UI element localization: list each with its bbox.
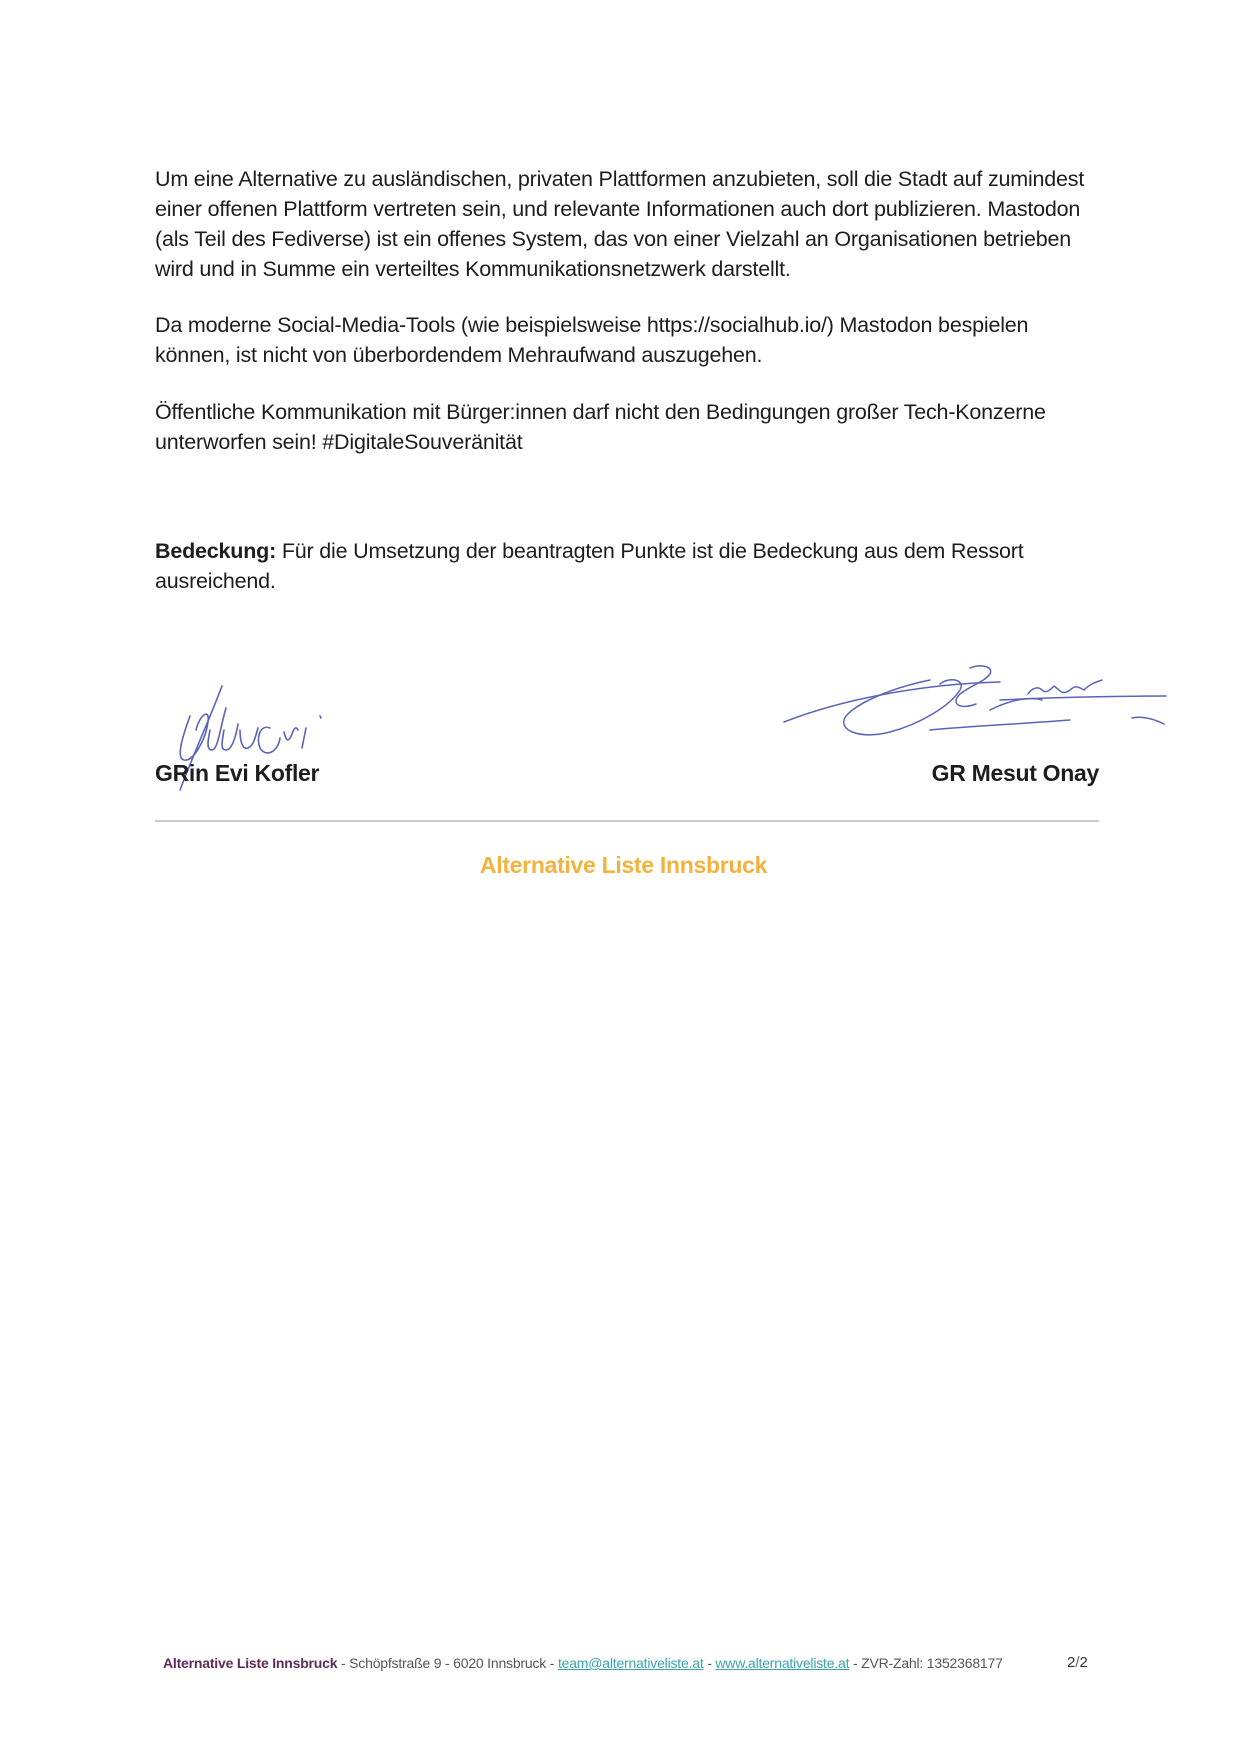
footer-email-link[interactable]: team@alternativeliste.at <box>557 1655 704 1671</box>
coverage-label: Bedeckung: <box>155 539 277 563</box>
body-paragraph-2: Da moderne Social-Media-Tools (wie beispielsweise https://socialhub.io/) Mastodon bespielen können, ist nicht von überbordendem Mehraufwand auszugehen. <box>155 313 1029 367</box>
signature-left <box>160 678 360 808</box>
coverage-paragraph <box>155 536 1105 596</box>
page-total: 2 <box>1079 1654 1088 1671</box>
page-footer <box>163 1655 1003 1671</box>
page-current: 2 <box>1067 1654 1076 1671</box>
page-number <box>1067 1654 1088 1671</box>
page-separator: / <box>1075 1654 1080 1671</box>
signature-right <box>780 660 1170 760</box>
coverage-text: Für die Umsetzung der beantragten Punkte ist die Bedeckung aus dem Ressort ausreichend. <box>155 539 1024 593</box>
footer-address: Schöpfstraße 9 - 6020 Innsbruck <box>349 1655 547 1671</box>
footer-separator: - <box>546 1655 558 1671</box>
body-paragraph-1: Um eine Alternative zu ausländischen, privaten Plattformen anzubieten, soll die Stadt auf zumindest einer offenen Plattform vertreten sein, und relevante Informationen auch dort publizieren. Mastodon (als Teil des Fediverse) ist ein offenes System, das von einer Vielzahl an Organisationen betrieben wird und in Summe ein verteiltes Kommunikationsnetzwerk darstellt. <box>155 167 1085 281</box>
signer-name-left: GRin Evi Kofler <box>155 760 320 786</box>
footer-separator: - <box>337 1655 350 1671</box>
organization-name: Alternative Liste Innsbruck <box>479 852 768 878</box>
footer-separator: - <box>849 1655 862 1671</box>
footer-zvr: ZVR-Zahl: 1352368177 <box>861 1655 1003 1671</box>
footer-org: Alternative Liste Innsbruck <box>163 1655 338 1671</box>
body-paragraph-3: Öffentliche Kommunikation mit Bürger:innen darf nicht den Bedingungen großer Tech-Konzerne unterworfen sein! #DigitaleSouveränität <box>155 400 1046 454</box>
footer-website-link[interactable]: www.alternativeliste.at <box>715 1655 850 1671</box>
signer-name-right: GR Mesut Onay <box>931 760 1099 786</box>
divider-line <box>155 820 1099 822</box>
footer-separator: - <box>703 1655 716 1671</box>
